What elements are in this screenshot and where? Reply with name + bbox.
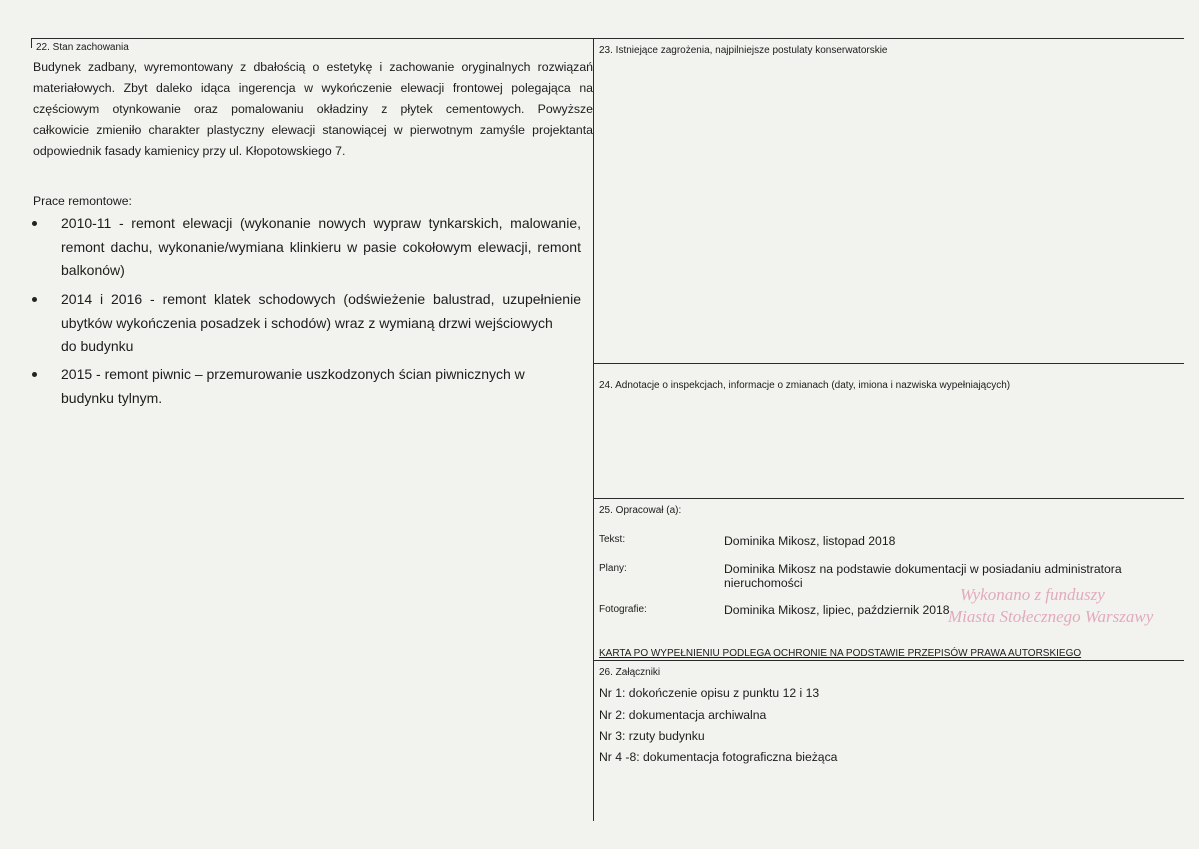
paragraph-line: Budynek zadbany, wyremontowany z dbałością o estetykę i zachowanie oryginalnych rozwiązań: [33, 60, 593, 74]
paragraph-line: częściowym otynkowanie oraz pomalowaniu okładziny z płytek cementowych. Powyższe: [33, 102, 593, 116]
top-border: [31, 38, 1184, 39]
author-value-plans-line2: nieruchomości: [724, 576, 803, 590]
paragraph-line: całkowicie zmieniło charakter plastyczny elewacji stanowiącej w pierwotnym zamyśle projektanta: [33, 123, 593, 137]
attachment-item: Nr 4 -8: dokumentacja fotograficzna bieżąca: [599, 750, 838, 764]
bullet-dot: [32, 372, 37, 377]
bullet-dot: [32, 297, 37, 302]
works-item-2: [61, 288, 581, 359]
divider-24-25: [593, 498, 1184, 499]
center-divider: [593, 38, 594, 821]
funding-stamp-line1: Wykonano z funduszy: [960, 585, 1105, 604]
section-22-title: 22. Stan zachowania: [36, 42, 129, 53]
paragraph-line: odpowiednik fasady kamienicy przy ul. Kłopotowskiego 7.: [33, 144, 346, 158]
works-item-line: do budynku: [61, 338, 134, 354]
author-value-plans: Dominika Mikosz na podstawie dokumentacji w posiadaniu administratora: [724, 562, 1122, 576]
author-value-text: Dominika Mikosz, listopad 2018: [724, 534, 896, 548]
copyright-notice: KARTA PO WYPEŁNIENIU PODLEGA OCHRONIE NA PODSTAWIE PRZEPISÓW PRAWA AUTORSKIEGO: [599, 648, 1082, 659]
works-item-line: 2015 - remont piwnic – przemurowanie uszkodzonych ścian piwnicznych w: [61, 366, 525, 382]
author-label-photos: Fotografie:: [599, 604, 647, 615]
works-item-line: balkonów): [61, 262, 125, 278]
attachment-item: Nr 2: dokumentacja archiwalna: [599, 708, 767, 722]
attachment-item: Nr 3: rzuty budynku: [599, 729, 705, 743]
paragraph-line: materiałowych. Zbyt daleko idąca ingerencja w wykończenie elewacji frontowej polegająca na: [33, 81, 593, 95]
author-label-plans: Plany:: [599, 563, 627, 574]
works-item-line: budynku tylnym.: [61, 389, 163, 406]
works-item-line: remont dachu, wykonanie/wymiana klinkieru w pasie cokołowym elewacji, remont: [61, 238, 581, 255]
works-item-line: 2010-11 - remont elewacji (wykonanie nowych wypraw tynkarskich, malowanie,: [61, 215, 581, 231]
divider-23-24: [593, 363, 1184, 364]
works-item-3: [61, 363, 581, 410]
works-item-line: 2014 i 2016 - remont klatek schodowych (odświeżenie balustrad, uzupełnienie: [61, 291, 581, 307]
section-25-title: 25. Opracował (a):: [599, 505, 682, 516]
works-item-1: [61, 212, 581, 283]
section-23-title: 23. Istniejące zagrożenia, najpilniejsze postulaty konserwatorskie: [599, 45, 888, 56]
left-border: [31, 38, 32, 48]
divider-copyright: [593, 660, 1184, 661]
works-item-line: ubytków wykończenia posadzek i schodów) wraz z wymianą drzwi wejściowych: [61, 314, 553, 331]
author-value-photos: Dominika Mikosz, lipiec, październik 2018: [724, 603, 950, 617]
attachment-item: Nr 1: dokończenie opisu z punktu 12 i 13: [599, 686, 820, 700]
condition-paragraph: [33, 57, 593, 162]
bullet-dot: [32, 221, 37, 226]
section-26-title: 26. Załączniki: [599, 667, 661, 678]
author-label-text: Tekst:: [599, 534, 626, 545]
funding-stamp-line2: Miasta Stołecznego Warszawy: [948, 607, 1154, 626]
works-heading: Prace remontowe:: [33, 194, 132, 208]
section-24-title: 24. Adnotacje o inspekcjach, informacje o zmianach (daty, imiona i nazwiska wypełniających): [599, 380, 1011, 391]
